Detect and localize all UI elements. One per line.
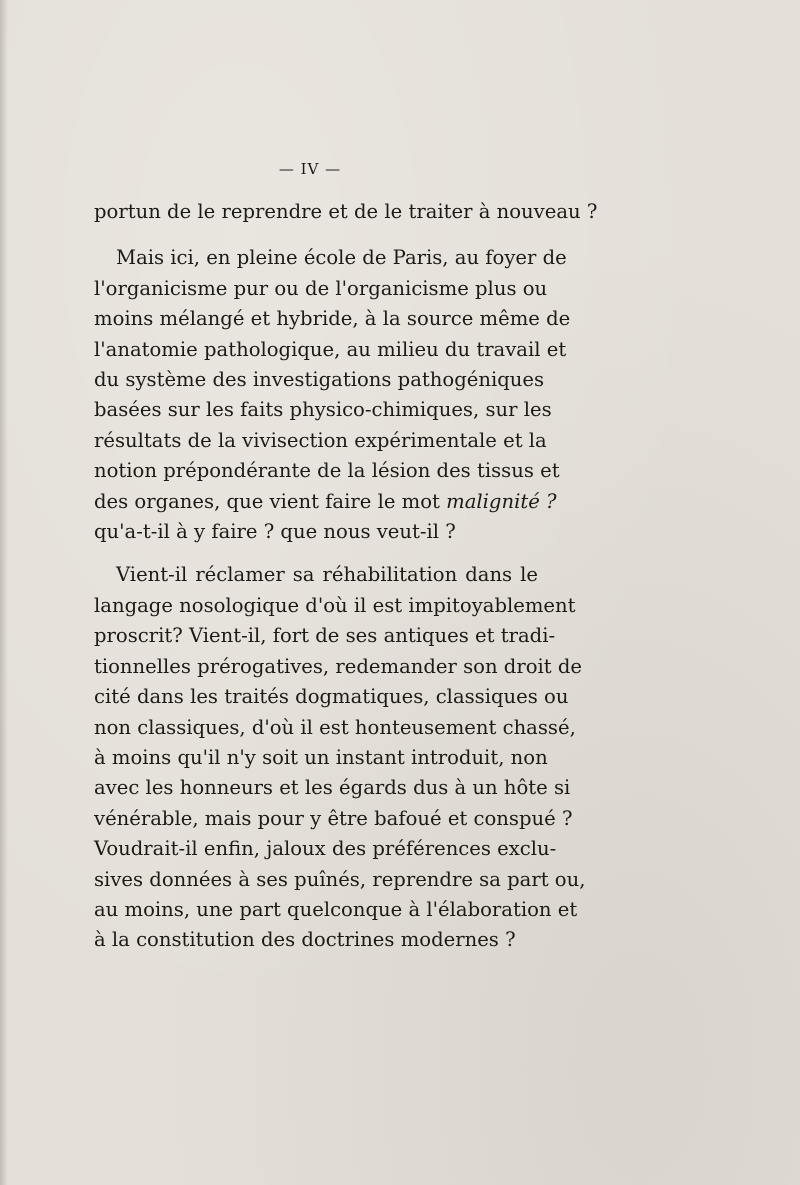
page-number: — IV — [278, 160, 342, 178]
text-line: cité dans les traités dogmatiques, classiques ou [94, 685, 569, 709]
text-segment: des organes, que vient faire le mot [94, 489, 447, 513]
text-line: sives données à ses puînés, reprendre sa part ou, [94, 867, 586, 891]
text-line: langage nosologique d'où il est impitoyablement [94, 593, 576, 617]
text-line: l'organicisme pur ou de l'organicisme plus ou [94, 276, 548, 300]
text-line: qu'a-t-il à y faire ? que nous veut-il ? [94, 520, 456, 544]
text-line: résultats de la vivisection expérimentale et la [94, 428, 547, 452]
text-line-with-italic [94, 487, 557, 517]
text-line: au moins, une part quelconque à l'élaboration et [94, 897, 578, 921]
paragraph-mais-ici [94, 243, 571, 547]
body-text [94, 197, 598, 956]
text-line: non classiques, d'où il est honteusement chassé, [94, 715, 576, 739]
text-line: avec les honneurs et les égards dus à un hôte si [94, 776, 571, 800]
text-line: basées sur les faits physico-chimiques, sur les [94, 398, 552, 422]
text-line: vénérable, mais pour y être bafoué et conspué ? [94, 806, 573, 830]
text-line: à la constitution des doctrines modernes ? [94, 928, 516, 952]
text-line: Voudrait-il enfin, jaloux des préférences exclu- [94, 837, 557, 861]
text-line: Mais ici, en pleine école de Paris, au foyer de [116, 246, 567, 270]
text-line: portun de le reprendre et de le traiter à nouveau ? [94, 200, 598, 223]
text-line: à moins qu'il n'y soit un instant introduit, non [94, 745, 548, 769]
text-line: Vient-il réclamer sa réhabilitation dans le [116, 563, 538, 587]
text-line: tionnelles prérogatives, redemander son droit de [94, 654, 583, 678]
text-line: l'anatomie pathologique, au milieu du travail et [94, 337, 567, 361]
paragraph-continuation [94, 197, 598, 227]
text-line: du système des investigations pathogéniques [94, 368, 545, 392]
text-line: moins mélangé et hybride, à la source même de [94, 307, 571, 331]
text-line: notion prépondérante de la lésion des tissus et [94, 459, 560, 483]
italic-word: malignité ? [446, 489, 557, 513]
paragraph-vient-il [94, 560, 586, 955]
text-line: proscrit? Vient-il, fort de ses antiques et tradi- [94, 624, 556, 648]
